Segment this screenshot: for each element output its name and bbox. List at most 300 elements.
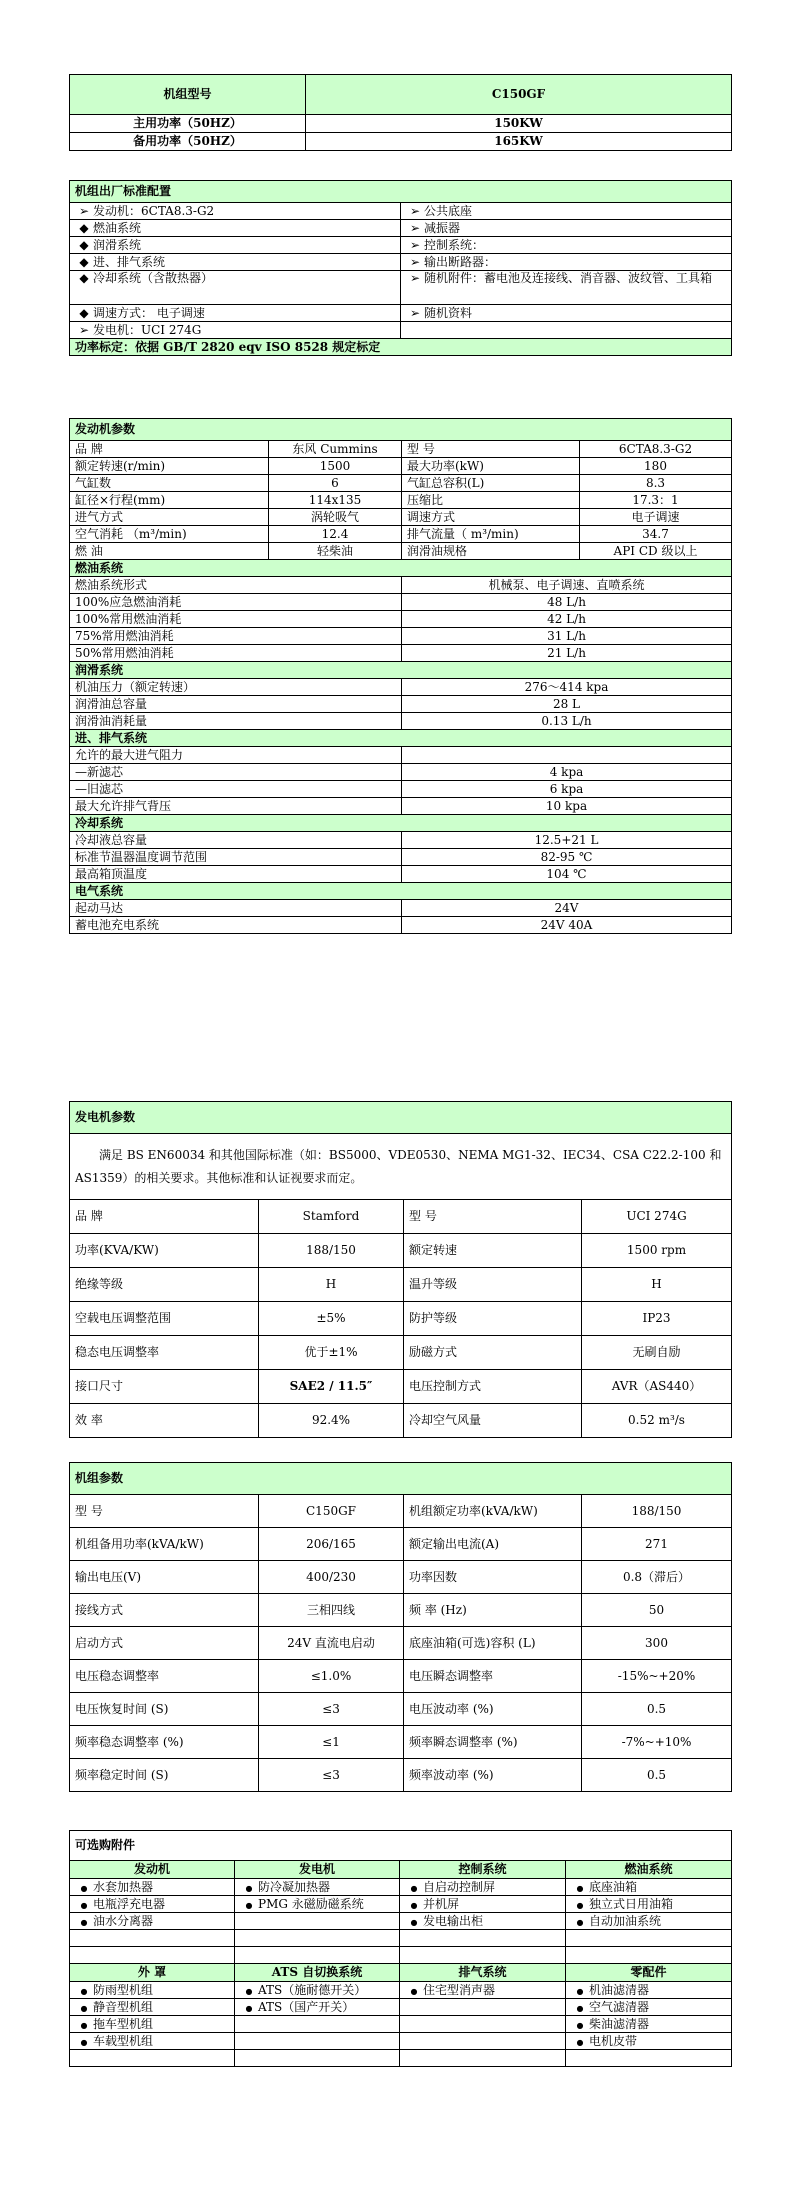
option-item-text: 车载型机组 (93, 2033, 154, 2048)
param-label: 电压恢复时间 (S) (70, 1693, 259, 1726)
genset-params-table (69, 1462, 732, 1792)
option-item (70, 1999, 235, 2016)
option-item (235, 1913, 400, 1930)
standard-config-row (70, 254, 732, 271)
standard-config-item (70, 237, 401, 254)
optional-accessories-title: 可选购附件 (70, 1831, 732, 1861)
param-label: 型 号 (404, 1200, 582, 1234)
param-value: 轻柴油 (269, 543, 402, 560)
param-value: 50 (582, 1594, 732, 1627)
option-item (400, 1930, 566, 1947)
engine-group-title: 燃油系统 (70, 560, 732, 577)
round-bullet-icon: ● (410, 1917, 418, 1927)
param-value: 104 ℃ (402, 866, 732, 883)
alternator-params-title: 发电机参数 (70, 1102, 732, 1134)
engine-param-row (70, 475, 732, 492)
param-label: 润滑油总容量 (70, 696, 402, 713)
option-item-text: 拖车型机组 (93, 2016, 154, 2031)
option-item (566, 1982, 732, 1999)
param-label: 电压稳态调整率 (70, 1660, 259, 1693)
round-bullet-icon: ● (245, 1900, 253, 1910)
option-item-text: 防雨型机组 (93, 1982, 154, 1997)
option-item (566, 1879, 732, 1896)
param-value: 31 L/h (402, 628, 732, 645)
param-label: 燃 油 (70, 543, 269, 560)
param-value: 无刷自励 (582, 1336, 732, 1370)
standard-config-item-text: 随机资料 (424, 305, 473, 320)
model-row-label: 主用功率（50HZ） (70, 115, 306, 133)
param-label: 额定转速 (404, 1234, 582, 1268)
option-item (566, 2050, 732, 2067)
engine-group-title: 电气系统 (70, 883, 732, 900)
diamond-bullet-icon: ◆ (79, 271, 89, 285)
model-row (70, 115, 732, 133)
param-value: H (582, 1268, 732, 1302)
param-value: 机械泵、电子调速、直喷系统 (402, 577, 732, 594)
option-item (400, 1982, 566, 1999)
param-value: ≤1 (259, 1726, 404, 1759)
model-row-label: 备用功率（50HZ） (70, 133, 306, 151)
standard-config-item-text: 冷却系统（含散热器） (93, 271, 214, 285)
param-value: 271 (582, 1528, 732, 1561)
round-bullet-icon: ● (80, 2003, 88, 2013)
param-label: 进气方式 (70, 509, 269, 526)
param-value: IP23 (582, 1302, 732, 1336)
param-value: 206/165 (259, 1528, 404, 1561)
option-item-text: 柴油滤清器 (589, 2016, 650, 2031)
model-header-row (70, 75, 732, 115)
standard-config-item-text: 随机附件：蓄电池及连接线、消音器、波纹管、工具箱 (424, 271, 713, 285)
param-value (402, 747, 732, 764)
standard-config-row (70, 237, 732, 254)
option-item-text: 静音型机组 (93, 1999, 154, 2014)
standard-config-item-text: 公共底座 (424, 203, 473, 218)
option-item (400, 1896, 566, 1913)
param-value: 21 L/h (402, 645, 732, 662)
param-label: 励磁方式 (404, 1336, 582, 1370)
round-bullet-icon: ● (245, 1986, 253, 1996)
options-row (70, 2033, 732, 2050)
standard-config-row (70, 322, 732, 339)
engine-group-header (70, 662, 732, 679)
alternator-param-row (70, 1370, 732, 1404)
param-label: 底座油箱(可选)容积 (L) (404, 1627, 582, 1660)
option-item-text: 机油滤清器 (589, 1982, 650, 1997)
alternator-param-row (70, 1336, 732, 1370)
engine-group-row (70, 577, 732, 594)
optional-accessories-table (69, 1830, 732, 2067)
standard-config-item-text: 减振器 (424, 220, 461, 235)
option-item (400, 1879, 566, 1896)
param-label: 频率稳定时间 (S) (70, 1759, 259, 1792)
param-label: 最大允许排气背压 (70, 798, 402, 815)
param-label: —新滤芯 (70, 764, 402, 781)
param-value: 42 L/h (402, 611, 732, 628)
param-label: 频 率 (Hz) (404, 1594, 582, 1627)
param-label: 气缸数 (70, 475, 269, 492)
standard-config-item-text: 发电机：UCI 274G (93, 322, 202, 337)
option-item (566, 1999, 732, 2016)
param-value: -15%~+20% (582, 1660, 732, 1693)
genset-param-row (70, 1495, 732, 1528)
param-label: 100%应急燃油消耗 (70, 594, 402, 611)
param-label: 标准节温器温度调节范围 (70, 849, 402, 866)
genset-param-row (70, 1528, 732, 1561)
option-item-text: 电瓶浮充电器 (93, 1896, 166, 1911)
options-row (70, 1896, 732, 1913)
param-value: 28 L (402, 696, 732, 713)
option-item (235, 1982, 400, 1999)
param-label: 压缩比 (402, 492, 580, 509)
engine-param-row (70, 509, 732, 526)
standard-config-item (70, 305, 401, 322)
option-item (566, 1930, 732, 1947)
option-item-text: 空气滤清器 (589, 1999, 650, 2014)
param-value: 三相四线 (259, 1594, 404, 1627)
genset-param-row (70, 1594, 732, 1627)
param-value: API CD 级以上 (580, 543, 732, 560)
standard-config-row (70, 305, 732, 322)
param-label: 启动方式 (70, 1627, 259, 1660)
param-value: 12.4 (269, 526, 402, 543)
param-value: 东风 Cummins (269, 441, 402, 458)
option-item (70, 1947, 235, 1964)
option-item-text: 底座油箱 (589, 1879, 638, 1894)
engine-group-row (70, 747, 732, 764)
diamond-bullet-icon: ◆ (79, 254, 89, 269)
diamond-bullet-icon: ◆ (79, 237, 89, 252)
param-value: 24V 直流电启动 (259, 1627, 404, 1660)
param-label: 75%常用燃油消耗 (70, 628, 402, 645)
option-item (235, 2050, 400, 2067)
standard-config-item (70, 322, 401, 339)
engine-params-table (69, 418, 732, 934)
engine-group-row (70, 798, 732, 815)
arrow-bullet-icon: ➢ (409, 254, 421, 269)
param-value: 180 (580, 458, 732, 475)
option-item (70, 2016, 235, 2033)
param-value: Stamford (259, 1200, 404, 1234)
standard-config-item-text: 进、排气系统 (93, 254, 166, 269)
param-value: H (259, 1268, 404, 1302)
standard-config-item (401, 322, 732, 339)
param-label: 最高箱顶温度 (70, 866, 402, 883)
genset-param-row (70, 1726, 732, 1759)
param-value: 82-95 ℃ (402, 849, 732, 866)
option-item-text: 住宅型消声器 (423, 1982, 496, 1997)
param-label: 冷却液总容量 (70, 832, 402, 849)
round-bullet-icon: ● (576, 1986, 584, 1996)
param-label: 频率稳态调整率 (%) (70, 1726, 259, 1759)
param-label: 最大功率(kW) (402, 458, 580, 475)
option-item (400, 2050, 566, 2067)
param-value: 400/230 (259, 1561, 404, 1594)
options-row (70, 1999, 732, 2016)
param-label: 空气消耗 （m³/min) (70, 526, 269, 543)
option-item-text: 独立式日用油箱 (589, 1896, 674, 1911)
param-value: 300 (582, 1627, 732, 1660)
param-value: 8.3 (580, 475, 732, 492)
options-row (70, 1982, 732, 1999)
param-label: 蓄电池充电系统 (70, 917, 402, 934)
param-label: 调速方式 (402, 509, 580, 526)
standard-config-row (70, 203, 732, 220)
option-item (235, 1930, 400, 1947)
genset-params-title: 机组参数 (70, 1463, 732, 1495)
options-row (70, 2016, 732, 2033)
param-value: 4 kpa (402, 764, 732, 781)
engine-group-title: 进、排气系统 (70, 730, 732, 747)
alternator-params-table (69, 1101, 732, 1438)
round-bullet-icon: ● (576, 1917, 584, 1927)
param-label: 机油压力（额定转速） (70, 679, 402, 696)
option-item-text: PMG 永磁励磁系统 (258, 1896, 364, 1911)
round-bullet-icon: ● (576, 1900, 584, 1910)
param-value: -7%~+10% (582, 1726, 732, 1759)
engine-group-row (70, 628, 732, 645)
standard-config-item (401, 271, 732, 305)
param-value: 优于±1% (259, 1336, 404, 1370)
param-label: 机组备用功率(kVA/kW) (70, 1528, 259, 1561)
param-value: ≤1.0% (259, 1660, 404, 1693)
engine-group-header (70, 730, 732, 747)
engine-param-row (70, 458, 732, 475)
param-value: ±5% (259, 1302, 404, 1336)
param-label: 型 号 (70, 1495, 259, 1528)
alternator-param-row (70, 1302, 732, 1336)
standard-config-item (70, 220, 401, 237)
standard-config-title: 机组出厂标准配置 (70, 181, 732, 203)
diamond-bullet-icon: ◆ (79, 220, 89, 235)
option-item-text: 水套加热器 (93, 1879, 154, 1894)
round-bullet-icon: ● (410, 1883, 418, 1893)
param-label: —旧滤芯 (70, 781, 402, 798)
standard-config-footer-row (70, 339, 732, 356)
standard-config-item-text: 控制系统： (424, 237, 485, 252)
engine-group-row (70, 645, 732, 662)
round-bullet-icon: ● (80, 1883, 88, 1893)
alternator-param-row (70, 1268, 732, 1302)
standard-config-item (401, 203, 732, 220)
option-item (235, 2033, 400, 2050)
engine-group-header (70, 815, 732, 832)
param-value: 6 kpa (402, 781, 732, 798)
param-value: 276～414 kpa (402, 679, 732, 696)
alternator-param-row (70, 1404, 732, 1438)
model-row-value: 165KW (306, 133, 732, 151)
param-label: 冷却空气风量 (404, 1404, 582, 1438)
round-bullet-icon: ● (80, 1900, 88, 1910)
param-value: 0.52 m³/s (582, 1404, 732, 1438)
option-item-text: ATS（国产开关） (258, 1999, 355, 2014)
standard-config-item (70, 271, 401, 305)
options-category-title: 零配件 (566, 1964, 732, 1982)
round-bullet-icon: ● (576, 2020, 584, 2030)
option-item (400, 1913, 566, 1930)
param-label: 电压控制方式 (404, 1370, 582, 1404)
standard-config-item-text: 燃油系统 (93, 220, 142, 235)
option-item (400, 2016, 566, 2033)
arrow-bullet-icon: ➢ (409, 220, 421, 235)
standard-config-item (401, 305, 732, 322)
option-item (70, 2050, 235, 2067)
option-item (70, 1982, 235, 1999)
model-header-value: C150GF (306, 75, 732, 115)
standard-config-item (401, 237, 732, 254)
option-item (70, 1913, 235, 1930)
param-value: 10 kpa (402, 798, 732, 815)
arrow-bullet-icon: ➢ (409, 305, 421, 320)
round-bullet-icon: ● (576, 2003, 584, 2013)
param-label: 润滑油消耗量 (70, 713, 402, 730)
param-label: 电压瞬态调整率 (404, 1660, 582, 1693)
param-value: C150GF (259, 1495, 404, 1528)
param-label: 50%常用燃油消耗 (70, 645, 402, 662)
option-item (566, 1896, 732, 1913)
param-value: 6CTA8.3-G2 (580, 441, 732, 458)
arrow-bullet-icon: ➢ (409, 271, 421, 285)
param-label: 输出电压(V) (70, 1561, 259, 1594)
round-bullet-icon: ● (410, 1986, 418, 1996)
param-value: ≤3 (259, 1693, 404, 1726)
param-label: 接口尺寸 (70, 1370, 259, 1404)
engine-group-row (70, 611, 732, 628)
standard-config-row (70, 271, 732, 305)
option-item (70, 2033, 235, 2050)
option-item (235, 2016, 400, 2033)
param-value: 92.4% (259, 1404, 404, 1438)
options-row (70, 1879, 732, 1896)
option-item-text: 自启动控制屏 (423, 1879, 496, 1894)
round-bullet-icon: ● (576, 2037, 584, 2047)
param-value: SAE2 / 11.5″ (259, 1370, 404, 1404)
alternator-standards-note: 满足 BS EN60034 和其他国际标准（如：BS5000、VDE0530、NEMA MG1-32、IEC34、CSA C22.2-100 和 AS1359）的相关要求。其他标准和认证视要求而定。 (70, 1134, 732, 1200)
engine-group-row (70, 764, 732, 781)
engine-param-row (70, 543, 732, 560)
standard-config-item-text: 发动机：6CTA8.3-G2 (93, 203, 215, 218)
diamond-bullet-icon: ◆ (79, 305, 89, 320)
param-label: 品 牌 (70, 441, 269, 458)
param-value: 114x135 (269, 492, 402, 509)
param-label: 稳态电压调整率 (70, 1336, 259, 1370)
param-label: 频率瞬态调整率 (%) (404, 1726, 582, 1759)
engine-param-row (70, 492, 732, 509)
engine-group-header (70, 883, 732, 900)
genset-param-row (70, 1693, 732, 1726)
option-item (400, 1947, 566, 1964)
engine-group-row (70, 917, 732, 934)
options-category-title: 发动机 (70, 1861, 235, 1879)
param-value: 34.7 (580, 526, 732, 543)
param-value: 24V 40A (402, 917, 732, 934)
param-value: 188/150 (259, 1234, 404, 1268)
option-item (235, 1999, 400, 2016)
param-label: 温升等级 (404, 1268, 582, 1302)
param-value: ≤3 (259, 1759, 404, 1792)
param-value: 0.5 (582, 1693, 732, 1726)
standard-config-item-text: 输出断路器： (424, 254, 497, 269)
param-value: 电子调速 (580, 509, 732, 526)
arrow-bullet-icon: ➢ (78, 322, 90, 337)
param-label: 绝缘等级 (70, 1268, 259, 1302)
param-label: 排气流量（ m³/min) (402, 526, 580, 543)
param-label: 接线方式 (70, 1594, 259, 1627)
alternator-param-row (70, 1234, 732, 1268)
options-category-title: 排气系统 (400, 1964, 566, 1982)
standard-config-item (70, 254, 401, 271)
round-bullet-icon: ● (80, 1986, 88, 1996)
options-row (70, 1913, 732, 1930)
option-item-text: 并机屏 (423, 1896, 460, 1911)
options-category-title: 控制系统 (400, 1861, 566, 1879)
option-item-text: 发电输出柜 (423, 1913, 484, 1928)
arrow-bullet-icon: ➢ (78, 203, 90, 218)
param-value: 48 L/h (402, 594, 732, 611)
param-value: AVR（AS440） (582, 1370, 732, 1404)
option-item (70, 1930, 235, 1947)
arrow-bullet-icon: ➢ (409, 237, 421, 252)
options-category-title: 发电机 (235, 1861, 400, 1879)
option-item (70, 1879, 235, 1896)
options-row (70, 1930, 732, 1947)
round-bullet-icon: ● (80, 2020, 88, 2030)
param-label: 空载电压调整范围 (70, 1302, 259, 1336)
param-value: 0.5 (582, 1759, 732, 1792)
engine-group-row (70, 594, 732, 611)
param-label: 额定输出电流(A) (404, 1528, 582, 1561)
option-item (70, 1896, 235, 1913)
options-row (70, 2050, 732, 2067)
standard-config-item (401, 254, 732, 271)
param-label: 额定转速(r/min) (70, 458, 269, 475)
genset-param-row (70, 1561, 732, 1594)
engine-group-title: 润滑系统 (70, 662, 732, 679)
param-value: UCI 274G (582, 1200, 732, 1234)
engine-group-row (70, 849, 732, 866)
option-item-text: 电机皮带 (589, 2033, 638, 2048)
param-label: 品 牌 (70, 1200, 259, 1234)
engine-group-header (70, 560, 732, 577)
model-header-label: 机组型号 (70, 75, 306, 115)
power-rating-note: 功率标定：依据 GB/T 2820 eqv ISO 8528 规定标定 (70, 339, 732, 356)
param-label: 气缸总容积(L) (402, 475, 580, 492)
param-label: 燃油系统形式 (70, 577, 402, 594)
engine-group-row (70, 781, 732, 798)
param-label: 润滑油规格 (402, 543, 580, 560)
param-label: 起动马达 (70, 900, 402, 917)
option-item (235, 1947, 400, 1964)
standard-config-item (70, 203, 401, 220)
model-row-value: 150KW (306, 115, 732, 133)
engine-group-row (70, 696, 732, 713)
model-row (70, 133, 732, 151)
param-label: 功率(KVA/KW) (70, 1234, 259, 1268)
param-value: 188/150 (582, 1495, 732, 1528)
round-bullet-icon: ● (80, 2037, 88, 2047)
param-label: 100%常用燃油消耗 (70, 611, 402, 628)
param-value: 6 (269, 475, 402, 492)
standard-config-item-text: 调速方式： 电子调速 (93, 305, 205, 320)
param-label: 功率因数 (404, 1561, 582, 1594)
param-label: 缸径×行程(mm) (70, 492, 269, 509)
param-value: 1500 rpm (582, 1234, 732, 1268)
options-row (70, 1947, 732, 1964)
option-item (566, 2016, 732, 2033)
options-category-title: 燃油系统 (566, 1861, 732, 1879)
param-value: 24V (402, 900, 732, 917)
options-category-header (70, 1964, 732, 1982)
param-value: 1500 (269, 458, 402, 475)
